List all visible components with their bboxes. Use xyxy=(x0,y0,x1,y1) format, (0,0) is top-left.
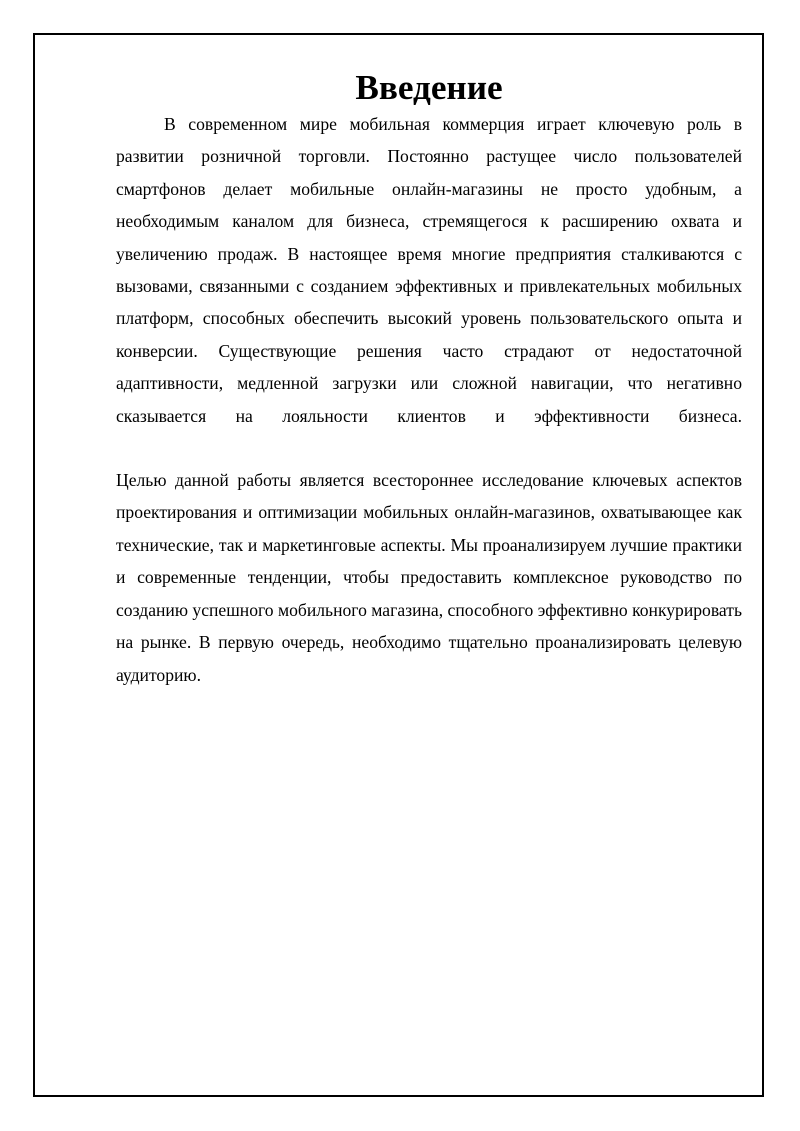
intro-paragraph-2: Целью данной работы является всестороннее исследование ключевых аспектов проектирования и оптимизации мобильных онлайн-магазинов, охватывающее как технические, так и маркетинговые аспекты. Мы проанализируем лучшие практики и современные тенденции, чтобы предоставить комплексное руководство по созданию успешного мобильного магазина, способного эффективно конкурировать на рынке. В первую очередь, необходимо тщательно проанализировать целевую аудиторию. xyxy=(116,470,742,685)
document-title: Введение xyxy=(355,68,503,107)
intro-paragraph-1: В современном мире мобильная коммерция играет ключевую роль в развитии розничной торговли. Постоянно растущее число пользователей смартфонов делает мобильные онлайн-магазины не просто удобным, а необходимым каналом для бизнеса, стремящегося к расширению охвата и увеличению продаж. В настоящее время многие предприятия сталкиваются с вызовами, связанными с созданием эффективных и привлекательных мобильных платформ, способных обеспечить высокий уровень пользовательского опыта и конверсии. Существующие решения часто страдают от недостаточной адаптивности, медленной загрузки или сложной навигации, что негативно сказывается на лояльности клиентов и эффективности бизнеса. xyxy=(116,114,742,426)
document-body xyxy=(116,68,742,691)
paragraph-spacer xyxy=(116,432,742,464)
